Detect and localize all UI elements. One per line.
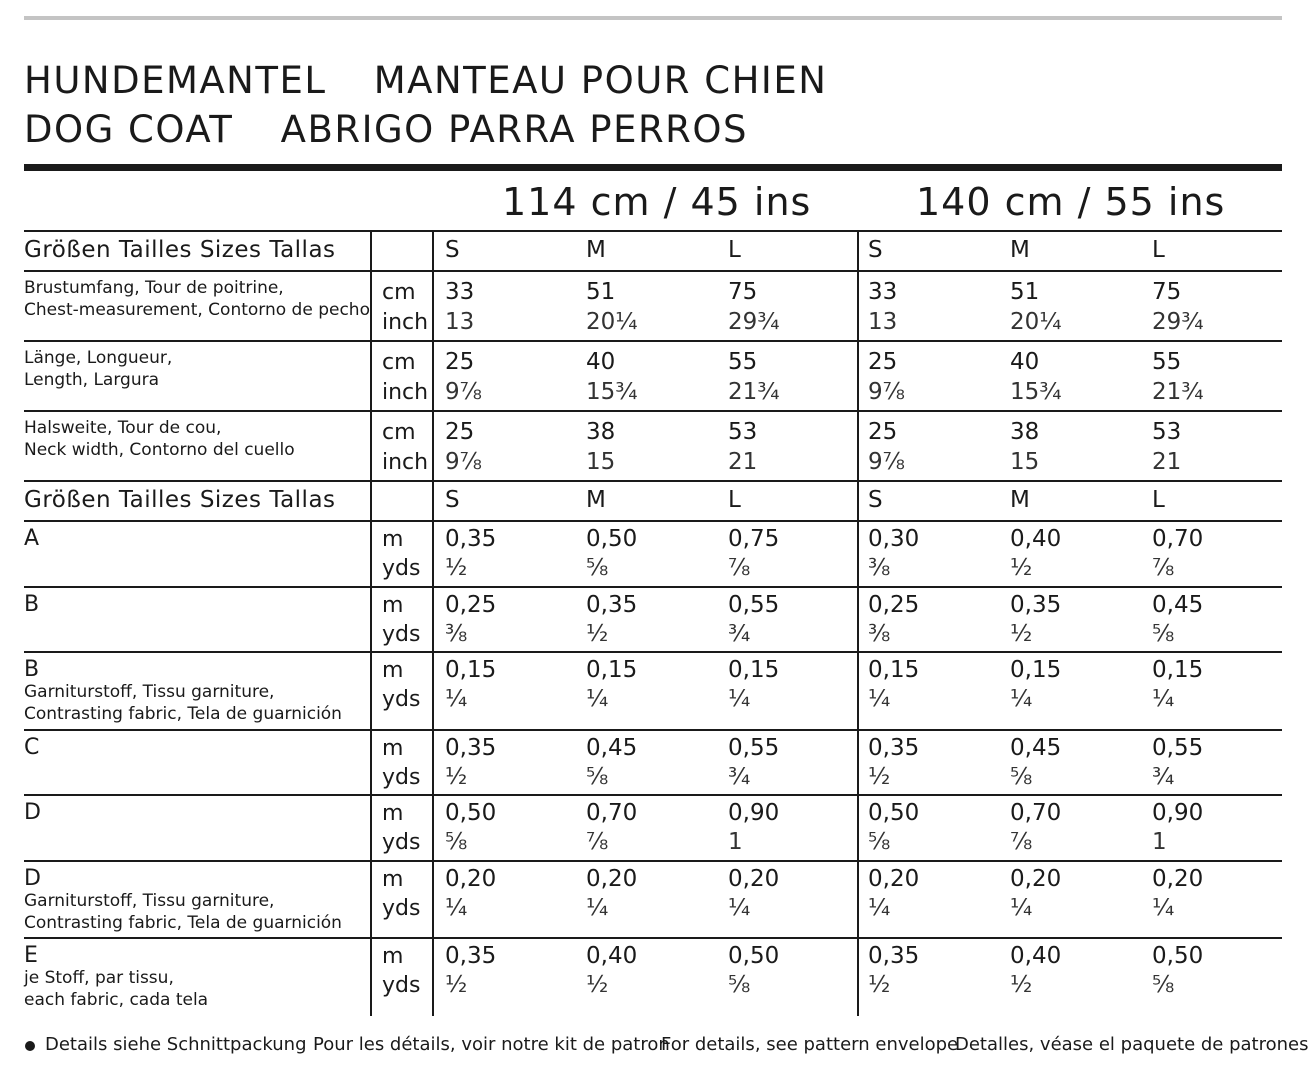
yards-value: ½ — [445, 764, 468, 790]
inch-value: 9⅞ — [445, 449, 482, 475]
meters-value: 0,40 — [586, 943, 638, 969]
yards-value: ¾ — [728, 621, 751, 647]
unit-yds: yds — [382, 973, 421, 998]
inch-value: 15 — [1010, 449, 1040, 475]
fabric-row-line — [24, 794, 1282, 796]
yards-value: ¼ — [1152, 895, 1175, 921]
cm-value: 55 — [1152, 349, 1182, 375]
unit-m: m — [382, 527, 404, 552]
cm-value: 51 — [586, 279, 616, 305]
meters-value: 0,15 — [586, 657, 638, 683]
yards-value: ⅝ — [1010, 764, 1033, 790]
unit-inch: inch — [382, 380, 429, 405]
inch-value: 21 — [728, 449, 758, 475]
yards-value: ½ — [445, 972, 468, 998]
meters-value: 0,75 — [728, 526, 780, 552]
fabric-width-140: 140 cm / 55 ins — [916, 180, 1226, 224]
meters-value: 0,15 — [1010, 657, 1062, 683]
top-gray-rule — [24, 16, 1282, 20]
yards-value: ¼ — [586, 686, 609, 712]
cm-value: 33 — [445, 279, 475, 305]
size-header-l: L — [1152, 487, 1166, 513]
fabric-row-name-e: E — [24, 943, 38, 968]
cm-value: 33 — [868, 279, 898, 305]
yards-value: ½ — [868, 972, 891, 998]
inch-value: 21 — [1152, 449, 1182, 475]
meters-value: 0,25 — [868, 592, 920, 618]
meters-value: 0,15 — [1152, 657, 1204, 683]
cm-value: 25 — [868, 419, 898, 445]
measurement-label: Neck width, Contorno del cuello — [24, 440, 295, 460]
fabric-row-subtitle: Garniturstoff, Tissu garniture, — [24, 891, 275, 911]
inch-value: 13 — [868, 309, 898, 335]
yards-value: ¼ — [445, 686, 468, 712]
cm-value: 51 — [1010, 279, 1040, 305]
title-fr: MANTEAU POUR CHIEN — [373, 59, 828, 102]
yards-value: ⅞ — [1010, 829, 1033, 855]
meters-value: 0,20 — [586, 866, 638, 892]
fabric-width-114: 114 cm / 45 ins — [502, 180, 812, 224]
meters-value: 0,35 — [445, 943, 497, 969]
meters-value: 0,35 — [586, 592, 638, 618]
yards-value: ¾ — [1152, 764, 1175, 790]
cm-value: 25 — [868, 349, 898, 375]
unit-yds: yds — [382, 896, 421, 921]
inch-value: 15¾ — [586, 379, 638, 405]
unit-cm: cm — [382, 350, 416, 375]
yards-value: ½ — [1010, 972, 1033, 998]
fabric-row-subtitle: Contrasting fabric, Tela de guarnición — [24, 704, 342, 724]
measurement-row-line — [24, 340, 1282, 342]
inch-value: 21¾ — [1152, 379, 1204, 405]
footer-note-de: Details siehe Schnittpackung — [45, 1034, 307, 1055]
fabric-row-subtitle: Garniturstoff, Tissu garniture, — [24, 682, 275, 702]
yards-value: ¼ — [1010, 686, 1033, 712]
size-header-l: L — [728, 487, 742, 513]
measurement-label: Length, Largura — [24, 370, 159, 390]
inch-value: 13 — [445, 309, 475, 335]
measurement-label: Chest-measurement, Contorno de pecho — [24, 300, 370, 320]
meters-value: 0,70 — [1152, 526, 1204, 552]
fabric-row-line — [24, 651, 1282, 653]
yards-value: ½ — [586, 972, 609, 998]
unit-cm: cm — [382, 420, 416, 445]
cm-value: 53 — [728, 419, 758, 445]
yards-value: ¼ — [868, 686, 891, 712]
fabric-row-line — [24, 860, 1282, 862]
yards-value: ¼ — [1152, 686, 1175, 712]
cm-value: 25 — [445, 419, 475, 445]
meters-value: 0,35 — [445, 735, 497, 761]
cm-value: 75 — [728, 279, 758, 305]
measurement-label: Brustumfang, Tour de poitrine, — [24, 278, 284, 298]
size-header-s: S — [868, 237, 884, 263]
yards-value: ⅞ — [728, 555, 751, 581]
meters-value: 0,50 — [728, 943, 780, 969]
meters-value: 0,50 — [586, 526, 638, 552]
fabric-row-line — [24, 586, 1282, 588]
yards-value: ¼ — [445, 895, 468, 921]
bullet-icon — [25, 1041, 35, 1051]
size-header-m: M — [1010, 237, 1031, 263]
inch-value: 9⅞ — [868, 449, 905, 475]
size-header-label: Größen Tailles Sizes Tallas — [24, 487, 336, 513]
size-header-label: Größen Tailles Sizes Tallas — [24, 237, 336, 263]
inch-value: 15¾ — [1010, 379, 1062, 405]
title-es: ABRIGO PARRA PERROS — [280, 108, 749, 151]
unit-cm: cm — [382, 280, 416, 305]
size-header-s: S — [445, 237, 461, 263]
unit-value-divider — [432, 230, 434, 1016]
yards-value: ⅜ — [868, 621, 891, 647]
meters-value: 0,15 — [728, 657, 780, 683]
yards-value: ½ — [868, 764, 891, 790]
meters-value: 0,20 — [728, 866, 780, 892]
yards-value: ¼ — [1010, 895, 1033, 921]
fabric-row-subtitle: Contrasting fabric, Tela de guarnición — [24, 913, 342, 933]
title-divider — [24, 164, 1282, 171]
yards-value: ⅞ — [586, 829, 609, 855]
fabric-row-line — [24, 937, 1282, 939]
meters-value: 0,40 — [1010, 526, 1062, 552]
unit-m: m — [382, 944, 404, 969]
meters-value: 0,45 — [1152, 592, 1204, 618]
inch-value: 21¾ — [728, 379, 780, 405]
inch-value: 9⅞ — [445, 379, 482, 405]
yards-value: ⅜ — [868, 555, 891, 581]
meters-value: 0,15 — [868, 657, 920, 683]
meters-value: 0,70 — [1010, 800, 1062, 826]
inch-value: 29¾ — [1152, 309, 1204, 335]
measurement-label: Länge, Longueur, — [24, 348, 173, 368]
yards-value: ⅝ — [445, 829, 468, 855]
cm-value: 38 — [586, 419, 616, 445]
fabric-row-name-d: D — [24, 800, 41, 825]
meters-value: 0,55 — [728, 592, 780, 618]
yards-value: ½ — [586, 621, 609, 647]
meters-value: 0,50 — [868, 800, 920, 826]
inch-value: 29¾ — [728, 309, 780, 335]
header-top-line — [24, 230, 1282, 232]
title-line-2 — [24, 108, 749, 151]
unit-yds: yds — [382, 622, 421, 647]
unit-m: m — [382, 658, 404, 683]
meters-value: 0,30 — [868, 526, 920, 552]
unit-yds: yds — [382, 765, 421, 790]
meters-value: 0,55 — [728, 735, 780, 761]
yards-value: ¼ — [728, 686, 751, 712]
meters-value: 0,35 — [868, 943, 920, 969]
unit-m: m — [382, 593, 404, 618]
meters-value: 0,25 — [445, 592, 497, 618]
fabric-row-subtitle: je Stoff, par tissu, — [24, 968, 174, 988]
measurement-row-line — [24, 410, 1282, 412]
yards-value: 1 — [728, 829, 743, 855]
yards-value: ⅝ — [1152, 621, 1175, 647]
cm-value: 53 — [1152, 419, 1182, 445]
fabric-header-line — [24, 520, 1282, 522]
yards-value: ½ — [1010, 555, 1033, 581]
unit-yds: yds — [382, 556, 421, 581]
yards-value: ⅜ — [445, 621, 468, 647]
yards-value: 1 — [1152, 829, 1167, 855]
footer-note-es: Detalles, véase el paquete de patrones — [955, 1034, 1309, 1055]
fabric-row-name-b: B — [24, 592, 40, 617]
title-en: DOG COAT — [24, 108, 234, 151]
label-unit-divider — [370, 230, 372, 1016]
yards-value: ¼ — [868, 895, 891, 921]
size-header-m: M — [586, 487, 607, 513]
title-line-1 — [24, 59, 828, 102]
unit-inch: inch — [382, 450, 429, 475]
cm-value: 55 — [728, 349, 758, 375]
unit-m: m — [382, 736, 404, 761]
unit-inch: inch — [382, 310, 429, 335]
measurement-label: Halsweite, Tour de cou, — [24, 418, 222, 438]
yards-value: ½ — [445, 555, 468, 581]
fabric-row-name-d: D — [24, 866, 41, 891]
fabric-row-subtitle: each fabric, cada tela — [24, 990, 209, 1010]
fabric-row-name-b: B — [24, 657, 40, 682]
header-bottom-line — [24, 270, 1282, 272]
meters-value: 0,70 — [586, 800, 638, 826]
fabric-row-line — [24, 729, 1282, 731]
cm-value: 25 — [445, 349, 475, 375]
unit-yds: yds — [382, 830, 421, 855]
meters-value: 0,50 — [1152, 943, 1204, 969]
yards-value: ⅝ — [586, 764, 609, 790]
meters-value: 0,20 — [1010, 866, 1062, 892]
size-header-l: L — [728, 237, 742, 263]
yards-value: ¼ — [728, 895, 751, 921]
meters-value: 0,35 — [868, 735, 920, 761]
measurement-row-line — [24, 480, 1282, 482]
meters-value: 0,20 — [868, 866, 920, 892]
size-header-m: M — [1010, 487, 1031, 513]
fabric-row-name-c: C — [24, 735, 40, 760]
yards-value: ⅞ — [1152, 555, 1175, 581]
size-header-m: M — [586, 237, 607, 263]
meters-value: 0,45 — [1010, 735, 1062, 761]
unit-m: m — [382, 801, 404, 826]
meters-value: 0,50 — [445, 800, 497, 826]
meters-value: 0,20 — [1152, 866, 1204, 892]
meters-value: 0,45 — [586, 735, 638, 761]
meters-value: 0,15 — [445, 657, 497, 683]
unit-m: m — [382, 867, 404, 892]
inch-value: 9⅞ — [868, 379, 905, 405]
yards-value: ½ — [1010, 621, 1033, 647]
meters-value: 0,35 — [1010, 592, 1062, 618]
yards-value: ¼ — [586, 895, 609, 921]
cm-value: 40 — [1010, 349, 1040, 375]
cm-value: 75 — [1152, 279, 1182, 305]
unit-yds: yds — [382, 687, 421, 712]
meters-value: 0,90 — [728, 800, 780, 826]
cm-value: 40 — [586, 349, 616, 375]
meters-value: 0,55 — [1152, 735, 1204, 761]
inch-value: 20¼ — [586, 309, 638, 335]
width-group-divider — [857, 230, 859, 1016]
inch-value: 15 — [586, 449, 616, 475]
meters-value: 0,40 — [1010, 943, 1062, 969]
yards-value: ⅝ — [868, 829, 891, 855]
yards-value: ⅝ — [1152, 972, 1175, 998]
meters-value: 0,20 — [445, 866, 497, 892]
meters-value: 0,90 — [1152, 800, 1204, 826]
title-de: HUNDEMANTEL — [24, 59, 327, 102]
yards-value: ⅝ — [728, 972, 751, 998]
footer-note-en: For details, see pattern envelope — [661, 1034, 959, 1055]
cm-value: 38 — [1010, 419, 1040, 445]
size-header-s: S — [445, 487, 461, 513]
inch-value: 20¼ — [1010, 309, 1062, 335]
meters-value: 0,35 — [445, 526, 497, 552]
size-header-s: S — [868, 487, 884, 513]
footer-note-fr: Pour les détails, voir notre kit de patron — [313, 1034, 670, 1055]
fabric-row-name-a: A — [24, 526, 40, 551]
size-header-l: L — [1152, 237, 1166, 263]
yards-value: ⅝ — [586, 555, 609, 581]
yards-value: ¾ — [728, 764, 751, 790]
